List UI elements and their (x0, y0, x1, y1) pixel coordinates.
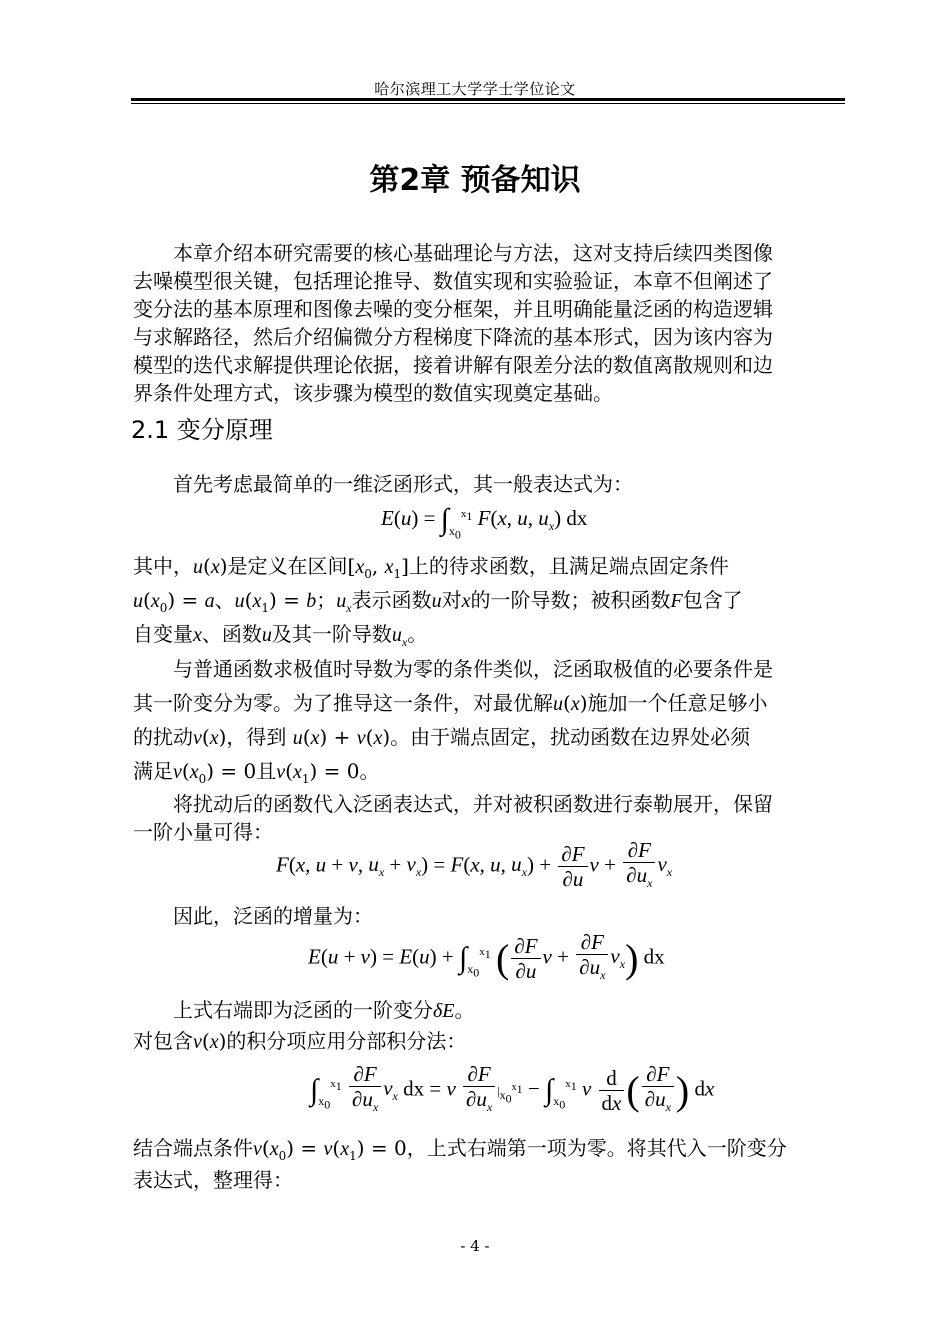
intro-line: 界条件处理方式，该步骤为模型的数值实现奠定基础。 (133, 381, 613, 405)
section-heading: 2.1 变分原理 (131, 416, 273, 444)
equation-increment: $E(u + v) = E(u) + \int_{x_0}^{x_1}$ ( $\frac{\partial F}{\partial u}$ v + $\frac{\partial F}{\partial u_x}$ $v_x$) dx (308, 930, 665, 984)
equation-taylor-expansion: F(x, u + v, $u_x + v_x) = F(x$, u, $u_x$) + $\frac{\partial F}{\partial u}$ v + $\frac{\partial F}{\partial u_x}$ $v_x$ (276, 838, 673, 892)
intro-line: 本章介绍本研究需要的核心基础理论与方法，这对支持后续四类图像 (173, 241, 773, 265)
intro-line: 变分法的基本原理和图像去噪的变分框架，并且明确能量泛函的构造逻辑 (133, 297, 773, 321)
page-header: 哈尔滨理工大学学士学位论文 (374, 80, 576, 98)
page-number: - 4 - (460, 1237, 490, 1255)
equation-functional: $E(u) = \int_{x_0}^{x_1}$ F(x, u, $u_x$) dx (381, 503, 588, 542)
paragraph-increment: 因此，泛函的增量为： (173, 904, 373, 928)
intro-line: 模型的迭代求解提供理论依据，接着讲解有限差分法的数值离散规则和边 (133, 353, 773, 377)
chapter-title: 第2章 预备知识 (369, 163, 581, 198)
intro-line: 去噪模型很关键，包括理论推导、数值实现和实验验证，本章不但阐述了 (133, 269, 773, 293)
intro-paragraph (133, 239, 846, 407)
paragraph-integration-by-parts: 对包含v(x)的积分项应用分部积分法： (133, 1029, 467, 1053)
paragraph-definitions: 其中，u(x)是定义在区间[$x_0$, $x_1$]上的待求函数，且满足端点固定条件 $u(x_0) = a$、$u(x_1) = b$；$u_x$表示函数u对x的一阶导数；被积函数F包含了 自变量x、函数u及其一阶导数$u_x$。 (133, 554, 743, 649)
paragraph-boundary-result: 结合端点条件$v(x_0) = v(x_1) = 0$，上式右端第一项为零。将其代入一阶变分 表达式，整理得： (133, 1136, 787, 1192)
equation-integration-by-parts: $\int_{x_0}^{x_1}$ $\frac{\partial F}{\partial u_x}$ $v_x$ dx = v $\frac{\partial F}{\partial u_x}$ $|_{x_0}^{x_1} - \int_{x_0}^{x_1}$ v $\frac{d}{dx}$ ( $\frac{\partial F}{\partial u_x}$ ) dx (310, 1062, 715, 1116)
header-rule-thick (131, 98, 845, 101)
intro-line: 与求解路径，然后介绍偏微分方程梯度下降流的基本形式，因为该内容为 (133, 325, 773, 349)
paragraph-functional-intro: 首先考虑最简单的一维泛函形式，其一般表达式为： (173, 472, 633, 496)
paragraph-variation: 与普通函数求极值时导数为零的条件类似，泛函取极值的必要条件是 其一阶变分为零。为了推导这一条件，对最优解u(x)施加一个任意足够小 的扰动v(x)，得到 u(x) + v(x)。由于端点固定，扰动函数在边界处必须 满足$v(x_0) = 0$且$v(x_1) = 0$。 (133, 657, 773, 786)
paragraph-taylor: 将扰动后的函数代入泛函表达式，并对被积函数进行泰勒展开，保留 一阶小量可得： (133, 792, 773, 844)
header-rule-thin (131, 103, 845, 104)
paragraph-first-variation: 上式右端即为泛函的一阶变分δE。 (173, 998, 475, 1022)
